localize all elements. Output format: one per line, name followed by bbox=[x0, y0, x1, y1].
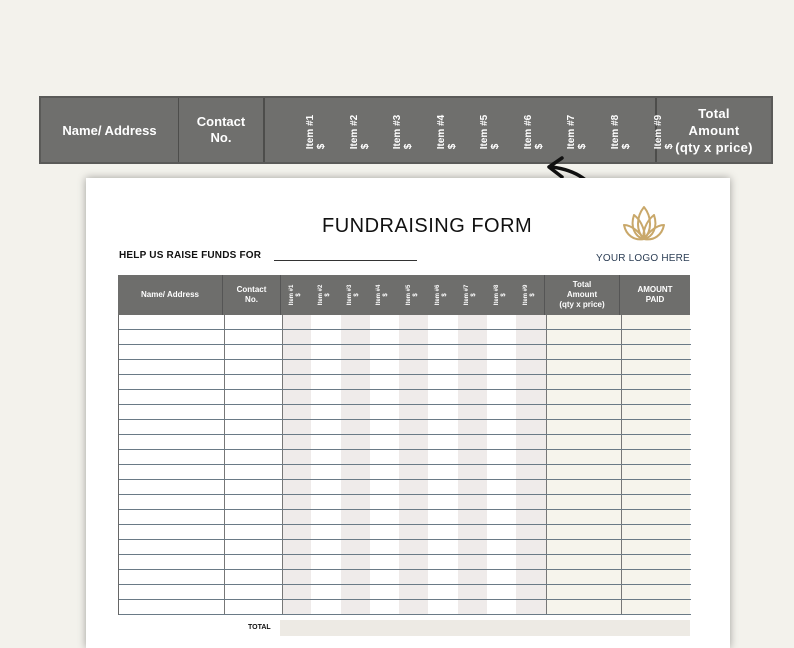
zoom-item-label-1 bbox=[305, 115, 327, 149]
zoom-total-label-2: Amount bbox=[688, 122, 740, 138]
zoom-item-label-3 bbox=[392, 115, 414, 149]
zoom-item-currency-1: $ bbox=[316, 143, 327, 150]
col-name-address bbox=[118, 275, 223, 315]
table-row[interactable] bbox=[119, 569, 691, 570]
table-row[interactable] bbox=[119, 344, 691, 345]
col-name-address-label: Name/ Address bbox=[141, 290, 199, 299]
col-item-currency-5: $ bbox=[412, 293, 419, 297]
zoom-total-header bbox=[657, 98, 771, 162]
col-item-currency-6: $ bbox=[442, 293, 448, 297]
col-total-label-2: Amount bbox=[566, 290, 598, 299]
col-item-label-8 bbox=[494, 285, 508, 306]
col-item-label-4 bbox=[376, 285, 390, 306]
item-column-stripe bbox=[399, 315, 428, 615]
zoom-item-label-4 bbox=[436, 115, 458, 149]
zoom-item-currency-7: $ bbox=[577, 143, 588, 150]
col-item-currency-7: $ bbox=[471, 293, 478, 297]
zoom-name-address-label: Name/ Address bbox=[62, 122, 157, 138]
zoom-item-label-2 bbox=[349, 115, 371, 149]
col-item-currency-3: $ bbox=[354, 293, 361, 297]
col-item-name-4: Item #4 bbox=[376, 284, 383, 306]
table-row[interactable] bbox=[119, 509, 691, 510]
col-item-name-7: Item #7 bbox=[464, 284, 471, 306]
col-total-label-1: Total bbox=[572, 280, 592, 289]
column-divider bbox=[621, 315, 622, 615]
table-row[interactable] bbox=[119, 389, 691, 390]
column-divider bbox=[224, 315, 225, 615]
table-row[interactable] bbox=[119, 404, 691, 405]
raise-funds-input-line[interactable] bbox=[274, 260, 417, 261]
col-item-name-3: Item #3 bbox=[347, 284, 354, 306]
col-amount-paid-label-1: AMOUNT bbox=[637, 285, 673, 294]
zoom-item-currency-9: $ bbox=[664, 143, 675, 150]
col-item-name-1: Item #1 bbox=[288, 284, 295, 306]
zoom-item-header-7 bbox=[562, 104, 592, 160]
total-label: TOTAL bbox=[248, 624, 271, 631]
zoom-total-label-3: (qty x price) bbox=[675, 139, 753, 155]
table-row[interactable] bbox=[119, 479, 691, 480]
col-item-5 bbox=[398, 277, 427, 313]
zoom-item-name-9: Item #9 bbox=[653, 114, 664, 150]
table-row[interactable] bbox=[119, 599, 691, 600]
col-item-label-9 bbox=[523, 285, 537, 306]
col-item-currency-9: $ bbox=[529, 293, 536, 297]
zoom-name-address-header bbox=[41, 98, 179, 162]
zoom-item-name-4: Item #4 bbox=[435, 114, 447, 150]
zoom-contact-header bbox=[179, 98, 265, 162]
table-row[interactable] bbox=[119, 374, 691, 375]
zoom-item-header-3 bbox=[388, 104, 418, 160]
table-row[interactable] bbox=[119, 614, 691, 615]
zoom-item-header-4 bbox=[432, 104, 462, 160]
total-input-box[interactable] bbox=[280, 620, 690, 636]
item-column-stripe bbox=[516, 315, 545, 615]
col-item-name-9: Item #9 bbox=[522, 284, 529, 306]
col-item-1 bbox=[281, 277, 310, 313]
table-header-row bbox=[118, 275, 690, 315]
zoom-item-name-8: Item #8 bbox=[609, 114, 621, 150]
col-item-name-6: Item #6 bbox=[435, 284, 441, 306]
zoom-contact-label-2: No. bbox=[210, 130, 232, 145]
zoom-item-label-5 bbox=[479, 115, 501, 149]
item-column-stripe bbox=[341, 315, 370, 615]
col-items bbox=[281, 275, 545, 315]
col-item-currency-8: $ bbox=[500, 293, 507, 297]
zoom-item-currency-3: $ bbox=[403, 143, 414, 150]
table-row[interactable] bbox=[119, 419, 691, 420]
table-body[interactable] bbox=[118, 315, 690, 615]
col-contact-label-1: Contact bbox=[236, 285, 267, 294]
col-total-label-3: (qty x price) bbox=[559, 300, 605, 309]
zoom-item-currency-6: $ bbox=[533, 143, 545, 150]
table-row[interactable] bbox=[119, 449, 691, 450]
zoom-item-name-2: Item #2 bbox=[348, 114, 360, 150]
table-row[interactable] bbox=[119, 554, 691, 555]
logo-placeholder-text: YOUR LOGO HERE bbox=[596, 253, 690, 264]
table-row[interactable] bbox=[119, 329, 691, 330]
zoom-item-name-1: Item #1 bbox=[305, 114, 316, 150]
col-amount-paid bbox=[620, 275, 690, 315]
zoom-item-label-6 bbox=[523, 115, 545, 149]
col-contact-label-2: No. bbox=[245, 295, 258, 304]
zoomed-header-strip bbox=[39, 96, 773, 164]
col-item-name-8: Item #8 bbox=[493, 284, 500, 306]
col-item-label-7 bbox=[464, 285, 478, 306]
col-item-label-1 bbox=[289, 285, 303, 306]
col-item-7 bbox=[457, 277, 486, 313]
zoom-item-name-5: Item #5 bbox=[479, 114, 490, 150]
zoom-item-currency-8: $ bbox=[620, 143, 632, 150]
table-row[interactable] bbox=[119, 524, 691, 525]
col-item-name-5: Item #5 bbox=[405, 284, 412, 306]
col-item-currency-4: $ bbox=[383, 293, 390, 297]
col-amount-paid-label-2: PAID bbox=[645, 295, 665, 304]
col-item-3 bbox=[340, 277, 369, 313]
zoom-item-label-7 bbox=[566, 115, 588, 149]
total-columns-shade bbox=[546, 315, 690, 615]
col-item-2 bbox=[310, 277, 339, 313]
table-row[interactable] bbox=[119, 359, 691, 360]
table-row[interactable] bbox=[119, 464, 691, 465]
col-item-currency-2: $ bbox=[324, 293, 331, 297]
zoom-item-currency-4: $ bbox=[446, 143, 458, 150]
zoom-item-name-7: Item #7 bbox=[566, 114, 577, 150]
col-item-name-2: Item #2 bbox=[317, 284, 324, 306]
table-row[interactable] bbox=[119, 539, 691, 540]
col-item-label-6 bbox=[435, 285, 449, 306]
zoom-total-label-1: Total bbox=[698, 105, 730, 121]
table-row[interactable] bbox=[119, 434, 691, 435]
col-item-4 bbox=[369, 277, 398, 313]
zoom-items-header bbox=[265, 98, 675, 162]
col-total bbox=[545, 275, 620, 315]
column-divider bbox=[282, 315, 283, 615]
item-column-stripe bbox=[282, 315, 311, 615]
column-divider bbox=[546, 315, 547, 615]
fundraising-form-page bbox=[86, 178, 730, 648]
col-item-label-2 bbox=[318, 285, 332, 306]
zoom-item-currency-2: $ bbox=[359, 143, 371, 150]
zoom-item-header-8 bbox=[606, 104, 636, 160]
col-item-8 bbox=[486, 277, 515, 313]
table-row[interactable] bbox=[119, 584, 691, 585]
zoom-item-name-6: Item #6 bbox=[522, 114, 534, 150]
zoom-item-header-6 bbox=[519, 104, 549, 160]
item-column-stripe bbox=[458, 315, 487, 615]
zoom-item-currency-5: $ bbox=[490, 143, 501, 150]
col-contact bbox=[223, 275, 281, 315]
table-row[interactable] bbox=[119, 494, 691, 495]
zoom-item-label-8 bbox=[610, 115, 632, 149]
col-item-9 bbox=[515, 277, 544, 313]
zoom-item-header-5 bbox=[475, 104, 505, 160]
zoom-contact-label-1: Contact bbox=[196, 114, 246, 129]
col-item-currency-1: $ bbox=[295, 293, 302, 297]
zoom-item-header-1 bbox=[301, 104, 331, 160]
raise-funds-label: HELP US RAISE FUNDS FOR bbox=[119, 250, 262, 261]
col-item-label-5 bbox=[406, 285, 420, 306]
form-title: FUNDRAISING FORM bbox=[322, 215, 533, 237]
col-item-6 bbox=[428, 277, 457, 313]
zoom-item-name-3: Item #3 bbox=[392, 114, 403, 150]
zoom-item-header-2 bbox=[345, 104, 375, 160]
col-item-label-3 bbox=[347, 285, 361, 306]
lotus-logo-icon bbox=[620, 203, 668, 245]
